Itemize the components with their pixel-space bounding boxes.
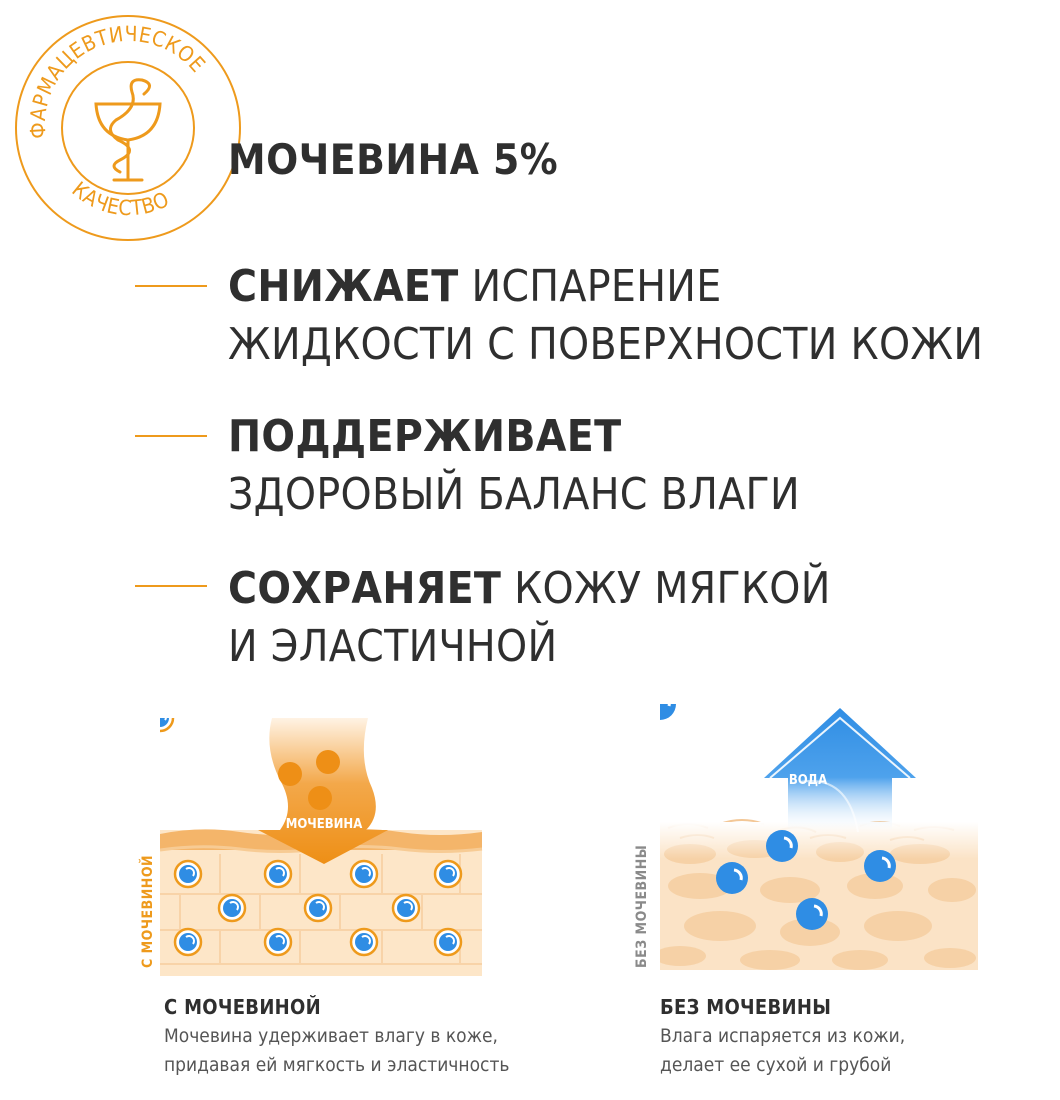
pharmaceutical-quality-seal: [8, 8, 248, 248]
benefit-3-bold: СОХРАНЯЕТ: [228, 563, 502, 614]
benefit-2: [228, 408, 800, 524]
seal-bottom-text: КАЧЕСТВО: [67, 177, 173, 221]
benefit-3-line2: И ЭЛАСТИЧНОЙ: [228, 621, 558, 672]
urea-arrow-label: МОЧЕВИНА: [285, 817, 363, 832]
urea-particle: [316, 750, 340, 774]
left-caption-title: С МОЧЕВИНОЙ: [164, 995, 321, 1019]
right-vertical-label: БЕЗ МОЧЕВИНЫ: [634, 844, 650, 968]
retained-water-droplets: [160, 718, 173, 731]
svg-text:ФАРМАЦЕВТИЧЕСКОЕ: [26, 22, 210, 139]
benefit-2-bold: ПОДДЕРЖИВАЕТ: [228, 411, 622, 462]
benefit-2-dash: [135, 435, 207, 437]
page-title: МОЧЕВИНА 5%: [228, 135, 559, 184]
benefit-3-dash: [135, 585, 207, 587]
urea-particle: [278, 762, 302, 786]
benefit-1-rest: ИСПАРЕНИЕ: [458, 261, 722, 312]
skin-with-urea-illustration: [160, 718, 490, 980]
right-caption-line1: Влага испаряется из кожи,: [660, 1025, 906, 1047]
benefit-2-line2: ЗДОРОВЫЙ БАЛАНС ВЛАГИ: [228, 469, 800, 520]
left-vertical-label: С МОЧЕВИНОЙ: [140, 854, 156, 968]
seal-top-text: ФАРМАЦЕВТИЧЕСКОЕ: [25, 21, 210, 140]
benefit-3: [228, 560, 831, 676]
benefit-1: [228, 258, 983, 374]
pharmacy-bowl-snake-icon: [96, 80, 160, 180]
left-caption: [164, 993, 509, 1080]
water-arrow-label: ВОДА: [788, 773, 828, 788]
benefit-1-line2: ЖИДКОСТИ С ПОВЕРХНОСТИ КОЖИ: [228, 319, 984, 370]
right-caption: [660, 993, 905, 1080]
benefit-1-bold: СНИЖАЕТ: [228, 261, 459, 312]
left-caption-line2: придавая ей мягкость и эластичность: [164, 1054, 510, 1076]
svg-text:КАЧЕСТВО: [67, 177, 172, 220]
benefit-3-rest: КОЖУ МЯГКОЙ: [501, 563, 831, 614]
skin-without-urea-illustration: [660, 704, 980, 972]
right-caption-title: БЕЗ МОЧЕВИНЫ: [660, 995, 832, 1019]
urea-particle: [308, 786, 332, 810]
right-caption-line2: делает ее сухой и грубой: [660, 1054, 892, 1076]
left-caption-line1: Мочевина удерживает влагу в коже,: [164, 1025, 498, 1047]
evaporating-water-droplets: [660, 704, 676, 720]
water-evaporation-arrow: [764, 708, 916, 834]
benefit-1-dash: [135, 285, 207, 287]
